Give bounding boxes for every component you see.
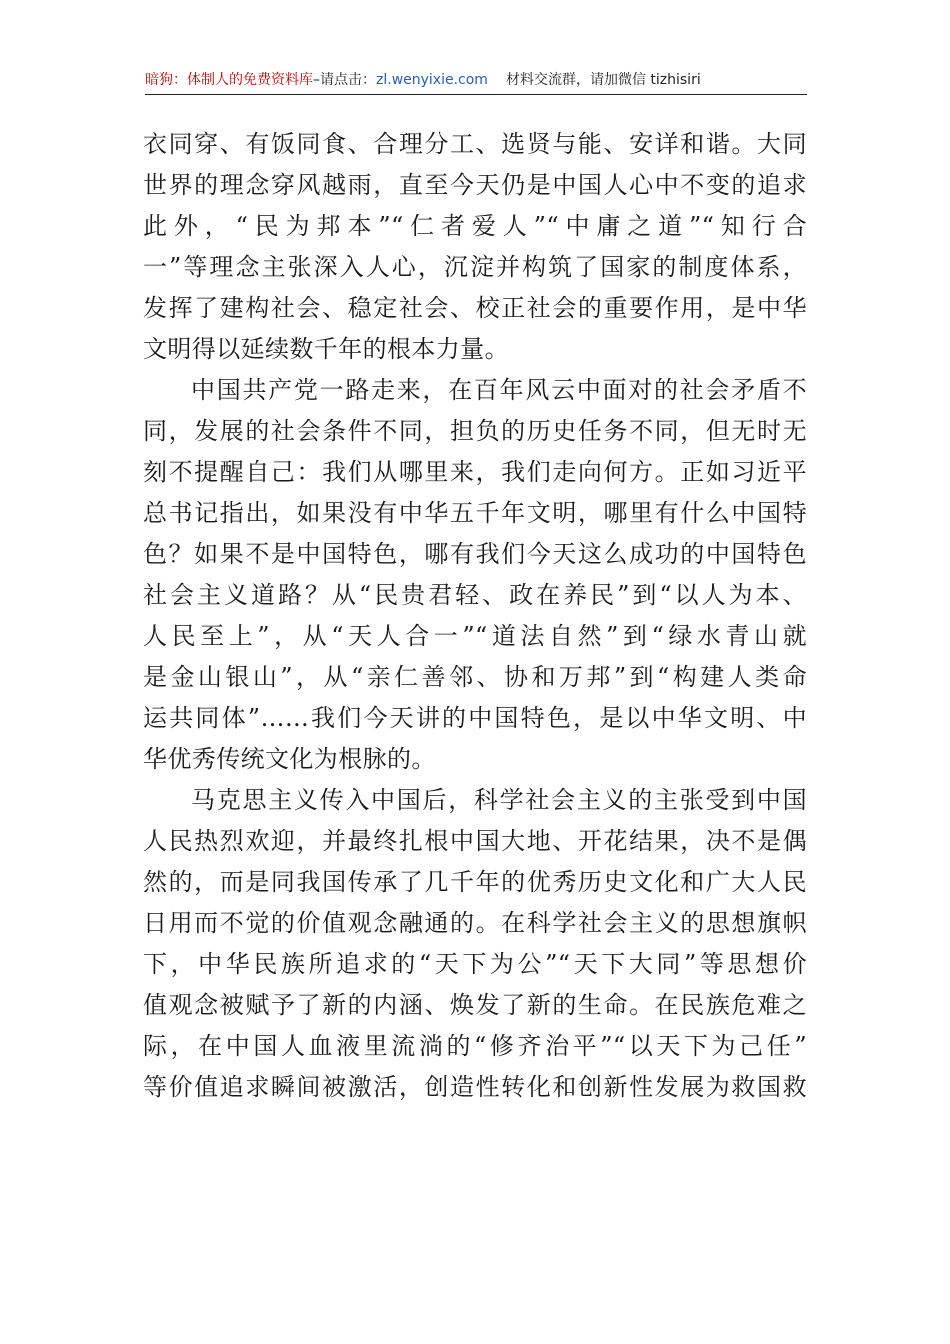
text-line: 际，在中国人血液里流淌的“修齐治平”“以天下为己任” [143,1032,807,1060]
text-line: 衣同穿、有饭同食、合理分工、选贤与能、安详和谐。大同 [143,130,807,158]
text-line: 值观念被赋予了新的内涵、焕发了新的生命。在民族危难之 [143,991,807,1019]
header-prompt-text: –请点击： [313,72,376,88]
text-line: 日用而不觉的价值观念融通的。在科学社会主义的思想旗帜 [143,909,807,937]
header-link[interactable]: zl.wenyixie.com [376,72,488,88]
text-line: 人民热烈欢迎，并最终扎根中国大地、开花结果，决不是偶 [143,827,807,855]
paragraph-1 [143,124,807,370]
paragraph-2 [143,370,807,780]
text-line: 发挥了建构社会、稳定社会、校正社会的重要作用，是中华 [143,294,807,322]
text-line: 人民至上”，从“天人合一”“道法自然”到“绿水青山就 [143,622,807,650]
header-contact-text: 材料交流群，请加微信 tizhisiri [505,72,701,88]
paragraph-3 [143,780,807,1108]
text-line: 刻不提醒自己：我们从哪里来，我们走向何方。正如习近平 [143,458,807,486]
text-line: 运共同体”……我们今天讲的中国特色，是以中华文明、中 [143,704,807,732]
text-line: 是金山银山”，从“亲仁善邻、协和万邦”到“构建人类命 [143,663,807,691]
text-line: 总书记指出，如果没有中华五千年文明，哪里有什么中国特 [143,499,807,527]
text-line: 色？如果不是中国特色，哪有我们今天这么成功的中国特色 [143,540,807,568]
text-line: 世界的理念穿风越雨，直至今天仍是中国人心中不变的追求 [143,171,807,199]
text-line: 中国共产党一路走来，在百年风云中面对的社会矛盾不 [191,376,807,404]
text-line: 同，发展的社会条件不同，担负的历史任务不同，但无时无 [143,417,807,445]
text-line: 马克思主义传入中国后，科学社会主义的主张受到中国 [191,786,807,814]
text-line: 社会主义道路？从“民贵君轻、政在养民”到“以人为本、 [143,581,807,609]
text-line: 华优秀传统文化为根脉的。 [143,745,436,773]
text-line: 一”等理念主张深入人心，沉淀并构筑了国家的制度体系， [143,253,807,281]
text-line: 等价值追求瞬间被激活，创造性转化和创新性发展为救国救 [143,1073,807,1101]
header-brand-text: 暗狗：体制人的免费资料库 [145,72,313,88]
text-line: 然的，而是同我国传承了几千年的优秀历史文化和广大人民 [143,868,807,896]
text-line: 下，中华民族所追求的“天下为公”“天下大同”等思想价 [143,950,807,978]
document-body [143,124,807,1108]
text-line: 此外，“民为邦本”“仁者爱人”“中庸之道”“知行合 [143,212,807,240]
text-line: 文明得以延续数千年的根本力量。 [143,335,509,363]
page-header [145,66,807,95]
